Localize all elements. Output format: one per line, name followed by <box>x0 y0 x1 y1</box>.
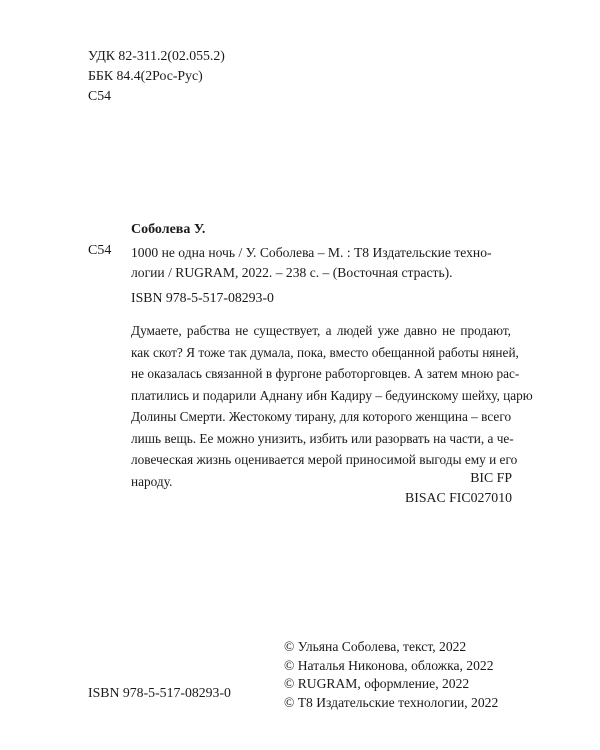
annotation-line: Долины Смерти. Жестокому тирану, для которого женщина – всего <box>131 409 512 424</box>
bbk-code: ББК 84.4(2Рос-Рус) <box>88 68 203 83</box>
footer-isbn: ISBN 978-5-517-08293-0 <box>88 685 231 700</box>
author-mark-code: С54 <box>88 88 111 103</box>
annotation-line: лишь вещь. Ее можно унизить, избить или разорвать на части, а че- <box>131 430 514 446</box>
annotation <box>131 320 533 492</box>
annotation-line: народу. <box>131 473 173 489</box>
copyright-line: © Наталья Никонова, обложка, 2022 <box>284 657 494 673</box>
entry-isbn: ISBN 978-5-517-08293-0 <box>131 290 274 305</box>
copyright-line: © RUGRAM, оформление, 2022 <box>284 676 470 691</box>
author-name: Соболева У. <box>131 222 206 237</box>
annotation-line: Думаете, рабства не существует, а людей уже давно не продают, <box>131 323 511 338</box>
annotation-line: не оказалась связанной в фургоне работорговцев. А затем мною рас- <box>131 366 520 381</box>
copyright-line: © Ульяна Соболева, текст, 2022 <box>284 639 467 654</box>
bib-line: 1000 не одна ночь / У. Соболева – М. : Т8 Издательские техно- <box>131 245 492 260</box>
subject-codes <box>405 468 512 508</box>
annotation-line: ловеческая жизнь оценивается мерой приносимой выгоды ему и его <box>131 452 518 467</box>
bic-code: BIC FP <box>470 470 512 485</box>
copyright-block <box>284 638 498 712</box>
entry-author-mark: С54 <box>88 243 112 258</box>
bib-line: логии / RUGRAM, 2022. – 238 с. – (Восточная страсть). <box>131 265 453 280</box>
udk-code: УДК 82-311.2(02.055.2) <box>88 48 225 63</box>
bisac-code: BISAC FIC027010 <box>405 490 512 505</box>
bibliographic-description <box>131 243 511 283</box>
copyright-line: © Т8 Издательские технологии, 2022 <box>284 694 499 710</box>
annotation-line: платились и подарили Аднану ибн Кадиру – бедуинскому шейху, царю <box>131 387 533 403</box>
annotation-line: как скот? Я тоже так думала, пока, вместо обещанной работы няней, <box>131 344 519 360</box>
